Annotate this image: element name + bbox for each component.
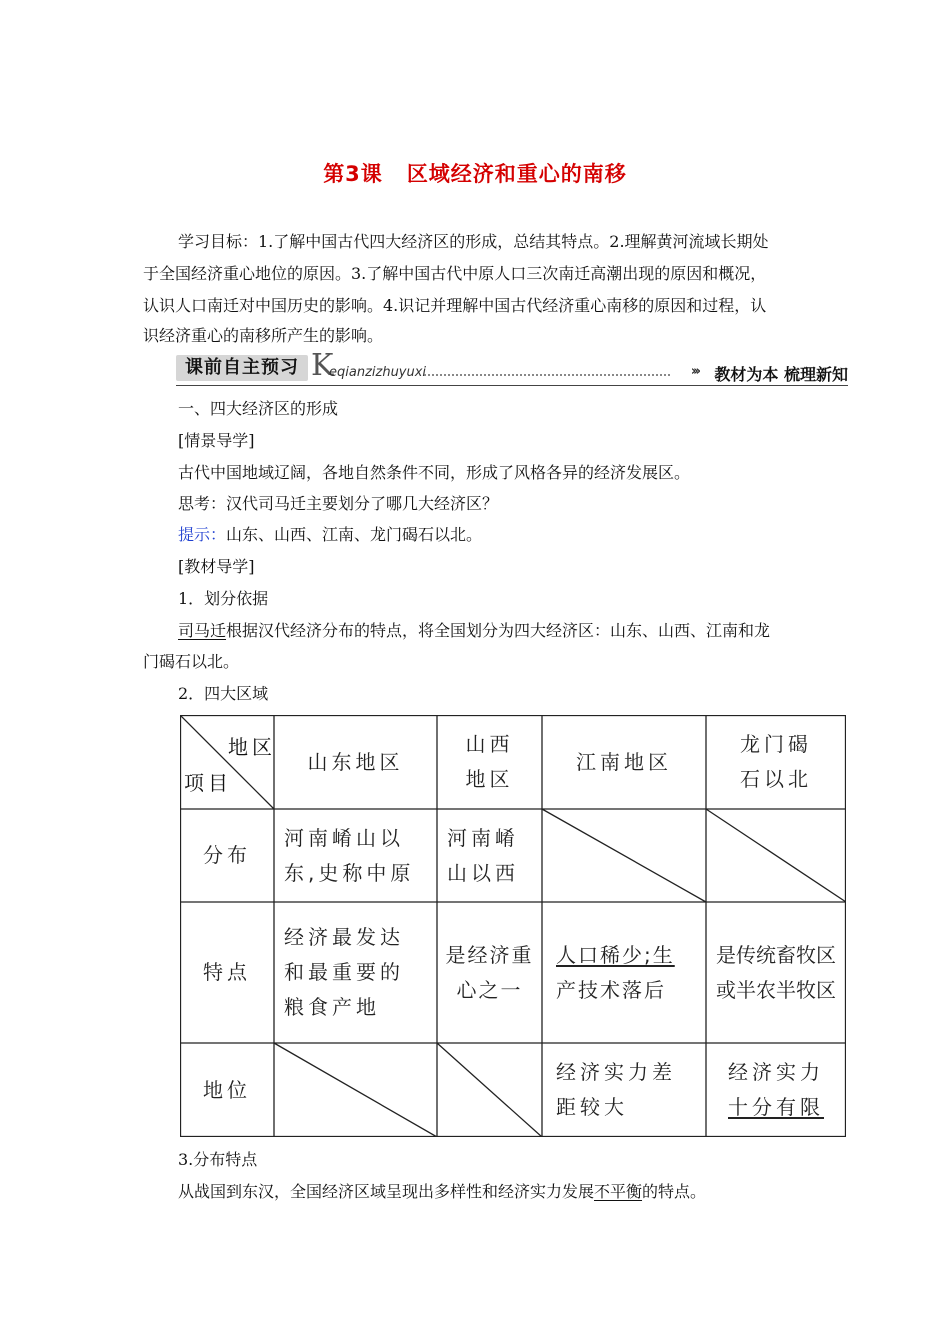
banner-right-text: 教材为本 梳理新知 xyxy=(714,365,848,384)
item1-rest: 根据汉代经济分布的特点，将全国划分为四大经济区：山东、山西、江南和龙 xyxy=(226,621,771,640)
header-jiangnan: 江南地区 xyxy=(576,749,672,774)
textbook-tag: [教材导学] xyxy=(178,557,255,576)
objective-line-3: 认识人口南迁对中国历史的影响。4.识记并理解中国古代经济重心南移的原因和过程，认 xyxy=(143,296,767,315)
header-shanxi: 山西 地区 xyxy=(465,732,514,791)
lesson-name: 区域经济和重心的南移 xyxy=(406,162,627,186)
hint-label: 提示： xyxy=(178,525,227,544)
objective-line-2: 于全国经济重心地位的原因。3.了解中国古代中原人口三次南迁高潮出现的原因和概况， xyxy=(143,264,767,283)
hint xyxy=(178,525,482,545)
banner-underline xyxy=(176,385,848,386)
chevrons-icon: ››› xyxy=(690,364,698,379)
banner-dotted-line xyxy=(424,374,670,376)
header-longmen: 龙门碣 石以北 xyxy=(740,732,812,791)
banner-pinyin: eqianzizhuyuxi xyxy=(329,365,427,380)
item1-text-cont: 门碣石以北。 xyxy=(143,652,240,671)
item2-title: 2．四大区域 xyxy=(178,684,269,703)
section-heading: 一、四大经济区的形成 xyxy=(178,399,339,418)
cell-features-jiangnan: 人口稀少;生 产技术落后 xyxy=(556,942,675,1002)
think-question: 思考：汉代司马迁主要划分了哪几大经济区？ xyxy=(178,494,499,513)
regions-table xyxy=(180,715,846,1137)
item1-text xyxy=(178,621,770,641)
lesson-number: 第3课 xyxy=(323,162,383,186)
section-banner xyxy=(176,348,848,387)
banner-k-letter: K xyxy=(311,348,334,383)
item3-title: 3.分布特点 xyxy=(178,1150,258,1169)
cell-status-jiangnan: 经济实力差 距较大 xyxy=(556,1060,676,1119)
item1-title: 1．划分依据 xyxy=(178,589,269,608)
item3-underlined: 不平衡 xyxy=(594,1182,643,1201)
cell-features-shandong: 经济最发达 和最重要的 粮食产地 xyxy=(284,925,404,1019)
cell-distribution-shandong: 河南崤山以 东,史称中原 xyxy=(284,825,415,885)
corner-region: 地区 xyxy=(228,735,276,759)
scene-tag: [情景导学] xyxy=(178,431,255,450)
row-label-distribution: 分布 xyxy=(203,843,251,867)
lesson-title xyxy=(0,158,950,188)
banner-label: 课前自主预习 xyxy=(176,355,308,381)
header-shandong: 山东地区 xyxy=(307,749,404,774)
hint-text: 山东、山西、江南、龙门碣石以北。 xyxy=(226,525,483,544)
scene-text: 古代中国地域辽阔，各地自然条件不同，形成了风格各异的经济发展区。 xyxy=(178,463,691,482)
item1-underlined: 司马迁 xyxy=(178,621,227,640)
corner-item: 项目 xyxy=(184,771,232,795)
objective-line-4: 识经济重心的南移所产生的影响。 xyxy=(143,326,384,345)
row-label-status: 地位 xyxy=(203,1077,251,1102)
item3-text: 从战国到东汉，全国经济区域呈现出多样性和经济实力发展不平衡的特点。 xyxy=(178,1182,707,1201)
cell-distribution-shanxi: 河南崤 山以西 xyxy=(447,825,519,885)
cell-features-shanxi: 是经济重 心之一 xyxy=(445,942,534,1002)
cell-status-longmen: 经济实力 十分有限 xyxy=(728,1060,824,1119)
cell-features-longmen: 是传统畜牧区 或半农半牧区 xyxy=(716,942,836,1002)
row-label-features: 特点 xyxy=(203,960,251,984)
objective-line-1: 学习目标：1.了解中国古代四大经济区的形成，总结其特点。2.理解黄河流域长期处 xyxy=(178,232,769,251)
